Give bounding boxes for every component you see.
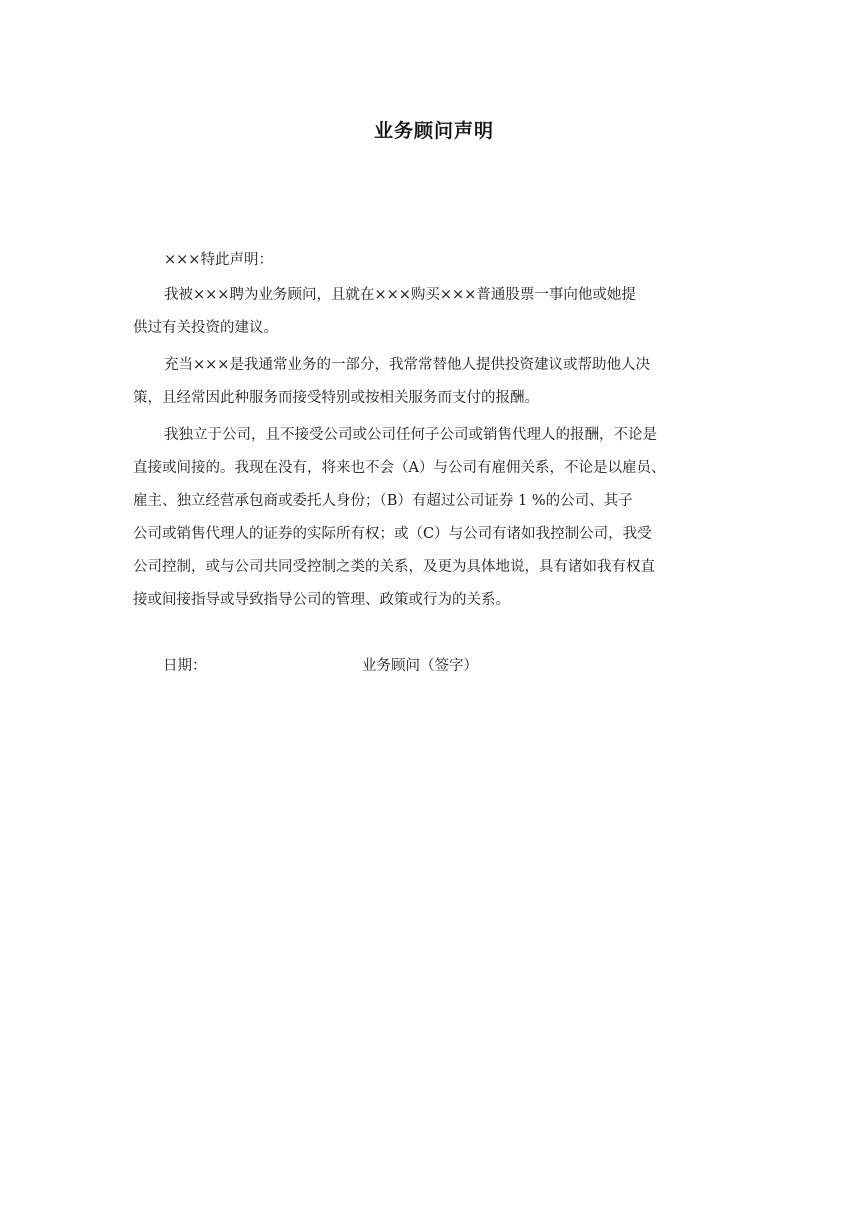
paragraph-line: 我独立于公司，且不接受公司或公司任何子公司或销售代理人的报酬，不论是 [164, 427, 657, 443]
paragraph-line: 我被×××聘为业务顾问，且就在×××购买×××普通股票一事向他或她提 [164, 287, 636, 303]
paragraph-line: 接或间接指导或导致指导公司的管理、政策或行为的关系。 [133, 592, 510, 608]
paragraph-line: 直接或间接的。我现在没有，将来也不会（A）与公司有雇佣关系，不论是以雇员、 [133, 460, 666, 476]
paragraph-line: 充当×××是我通常业务的一部分，我常常替他人提供投资建议或帮助他人决 [164, 357, 650, 373]
signature-label: 业务顾问（签字） [362, 658, 478, 674]
paragraph-independence [133, 419, 695, 617]
paragraph-line: 公司或销售代理人的证券的实际所有权；或（C）与公司有诸如我控制公司，我受 [133, 526, 652, 542]
document-title: 业务顾问声明 [373, 120, 494, 142]
paragraph-line: 公司控制，或与公司共同受控制之类的关系，及更为具体地说，具有诸如我有权直 [133, 559, 655, 575]
paragraph-engagement [133, 279, 695, 345]
document-body [133, 244, 695, 621]
paragraph-line: 供过有关投资的建议。 [133, 320, 278, 336]
opening-statement: ×××特此声明： [164, 252, 273, 268]
paragraph-line: 策，且经常因此种服务而接受特别或按相关服务而支付的报酬。 [133, 390, 539, 406]
date-label: 日期： [163, 658, 207, 674]
paragraph-business [133, 349, 695, 415]
paragraph-line: 雇主、独立经营承包商或委托人身份；（B）有超过公司证券 1 %的公司、其子 [133, 493, 633, 509]
